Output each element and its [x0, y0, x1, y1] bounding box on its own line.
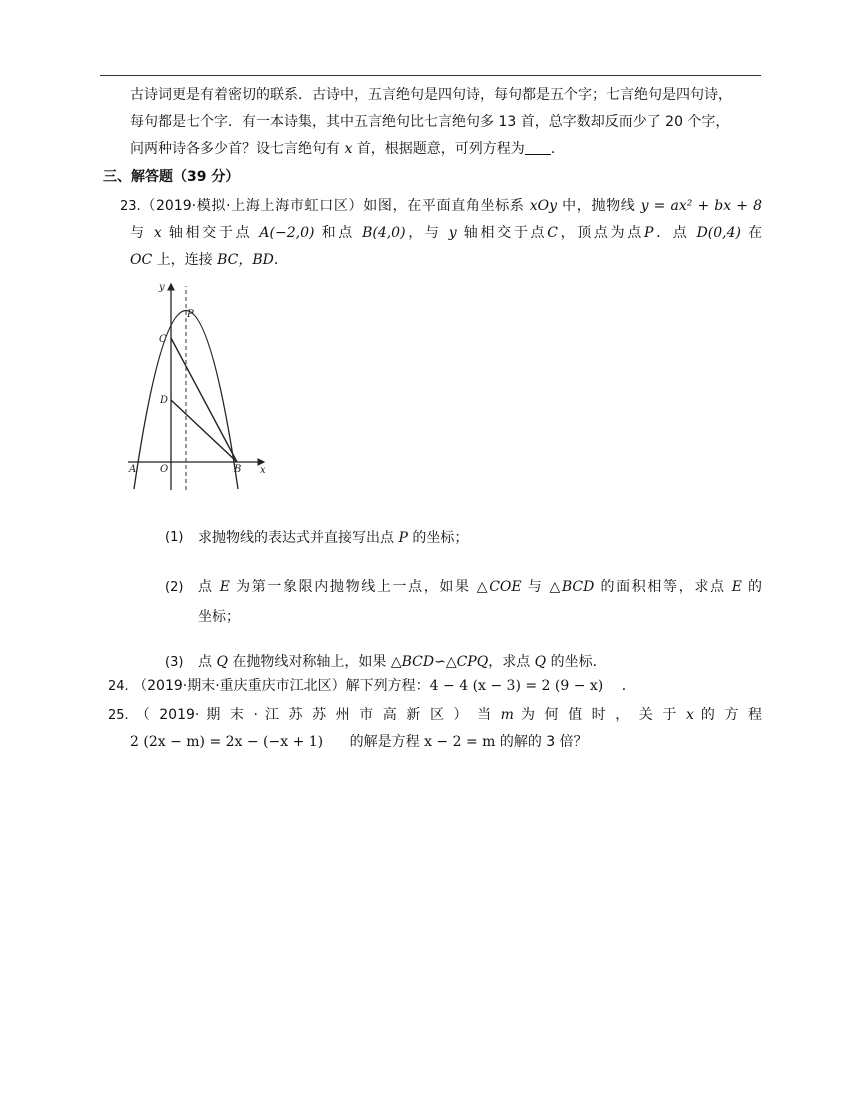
sub-question-2: [198, 572, 762, 632]
q23-text-2d: ，与: [405, 225, 442, 241]
label-d: D: [160, 395, 169, 406]
sub-3-number: (3): [165, 655, 184, 670]
q23-text-2a: 与: [130, 225, 147, 241]
q24-text: 解下列方程：: [345, 678, 430, 694]
intro-line-3: [130, 136, 762, 163]
question-25-body: [130, 729, 762, 756]
q25-equation-2: x − 2 = m: [424, 734, 496, 750]
sub-3-text-d: 的坐标．: [550, 654, 607, 670]
sub-2-text-a: 点: [198, 579, 214, 595]
q23-line-3: [130, 247, 762, 274]
sub-2-text-d: 的面积相等，求点: [600, 579, 726, 595]
sub-2-number: (2): [165, 580, 184, 595]
intro-line-3-text-a: 问两种诗各多少首？设七言绝句有: [130, 141, 340, 157]
sub-question-1: [198, 523, 762, 553]
q23-text-2f: ，顶点为点: [557, 225, 644, 241]
q23-text-1b: 中，抛物线: [562, 198, 636, 214]
sub-2-triangle-bcd: △BCD: [549, 579, 595, 595]
q23-point-a: A(−2,0): [259, 225, 315, 241]
q25-var-x: x: [685, 707, 694, 723]
q23-line-2: [130, 220, 762, 247]
q23-var-y: y: [448, 225, 457, 241]
q24-equation: 4 − 4 (x − 3) = 2 (9 − x): [429, 678, 604, 694]
question-23: [120, 193, 762, 220]
q23-number: 23.: [120, 199, 141, 214]
sub-1-number: (1): [165, 530, 184, 545]
intro-line-2: 每句都是七个字．有一本诗集，其中五言绝句比七言绝句多 13 首，总字数却反而少了 20 个字，: [130, 114, 730, 130]
q25-number: 25.: [108, 708, 129, 723]
q25-line-1: [108, 702, 762, 729]
label-b: B: [234, 464, 242, 475]
q25-text-1c: 的 方 程: [700, 707, 763, 723]
label-c: C: [159, 334, 167, 345]
intro-var-x: x: [344, 141, 353, 157]
intro-line-3-end: ．: [550, 141, 565, 157]
q23-parabola-equation: y = ax² + bx + 8: [640, 198, 763, 214]
sub-3-text-c: ，求点: [488, 654, 531, 670]
intro-line-1: 古诗词更是有着密切的联系．古诗中，五言绝句是四句诗，每句都是五个字；七言绝句是四句诗，: [130, 87, 732, 103]
label-p: P: [187, 309, 194, 320]
parabola-figure: [122, 276, 272, 494]
sub-2-var-e-2: E: [731, 579, 742, 595]
q23-text-2h: 在: [748, 225, 763, 241]
q23-segment-oc: OC: [130, 252, 153, 268]
segment-db: [171, 400, 237, 462]
q24-end: ．: [621, 678, 636, 694]
q25-text-1a: （ 2019· 期 末 · 江 苏 苏 州 市 高 新 区 ） 当: [135, 707, 494, 723]
q23-text-3a: 上，连接: [156, 252, 213, 268]
sub-3-var-q: Q: [216, 654, 228, 670]
sub-2-text-e: 的: [748, 579, 763, 595]
q23-point-c: C: [547, 225, 558, 241]
header-rule: [100, 75, 761, 76]
label-o: O: [160, 464, 169, 475]
sub-2-line-2: 坐标；: [198, 609, 240, 625]
q25-equation-1: 2 (2x − m) = 2x − (−x + 1): [130, 734, 324, 750]
intro-line-3-text-b: 首，根据题意，可列方程为: [356, 141, 525, 157]
q23-line-1: [120, 193, 762, 220]
label-x: x: [260, 465, 266, 476]
q24-number: 24.: [108, 679, 129, 694]
intro-paragraph: [130, 82, 762, 163]
q23-point-d: D(0,4): [696, 225, 741, 241]
q25-text-2a: 的解是方程: [349, 734, 420, 750]
section-heading: 三、解答题（39 分）: [103, 169, 240, 185]
q24-source: （2019·期末·重庆重庆市江北区）: [133, 678, 346, 694]
sub-2-text-b: 为第一象限内抛物线上一点，如果: [236, 579, 471, 595]
question-24: [108, 673, 762, 700]
label-a: A: [129, 464, 137, 475]
label-y: y: [159, 282, 165, 293]
segment-cb: [171, 338, 237, 462]
question-25: [108, 702, 762, 729]
q25-var-m: m: [500, 707, 514, 723]
sub-2-line-1: [198, 572, 762, 602]
answer-blank[interactable]: [525, 140, 551, 155]
sub-1-text-a: 求抛物线的表达式并直接写出点: [198, 530, 394, 546]
sub-2-text-c: 与: [527, 579, 544, 595]
q23-point-b: B(4,0): [362, 225, 406, 241]
q23-source: （2019·模拟·上海上海市虹口区）: [140, 198, 364, 214]
sub-2-triangle-coe: △COE: [476, 579, 522, 595]
q23-text-1a: 如图，在平面直角坐标系: [363, 198, 525, 214]
q23-segments-bc-bd: BC，BD: [217, 252, 274, 268]
q23-text-2g: ．点: [653, 225, 690, 241]
q23-text-3-end: ．: [273, 252, 288, 268]
q23-text-2b: 轴相交于点: [168, 225, 253, 241]
sub-3-similar-triangles: △BCD∽△CPQ: [390, 654, 489, 670]
q23-text-2e: 轴相交于点: [463, 225, 548, 241]
question-23-body: [130, 220, 762, 274]
sub-3-var-q-2: Q: [534, 654, 547, 670]
q23-var-x: x: [153, 225, 162, 241]
q23-text-2c: 和点: [321, 225, 355, 241]
sub-3-text-a: 点: [198, 654, 212, 670]
q25-text-1b: 为 何 值 时 ， 关 于: [520, 707, 679, 723]
sub-3-text-b: 在抛物线对称轴上，如果: [232, 654, 387, 670]
sub-1-text-b: 的坐标；: [412, 530, 469, 546]
sub-1-var-p: P: [398, 530, 408, 546]
q23-point-p: P: [643, 225, 654, 241]
q25-text-2b: 的解的 3 倍？: [499, 734, 588, 750]
q23-coord-system: xOy: [529, 198, 557, 214]
sub-2-var-e: E: [219, 579, 230, 595]
